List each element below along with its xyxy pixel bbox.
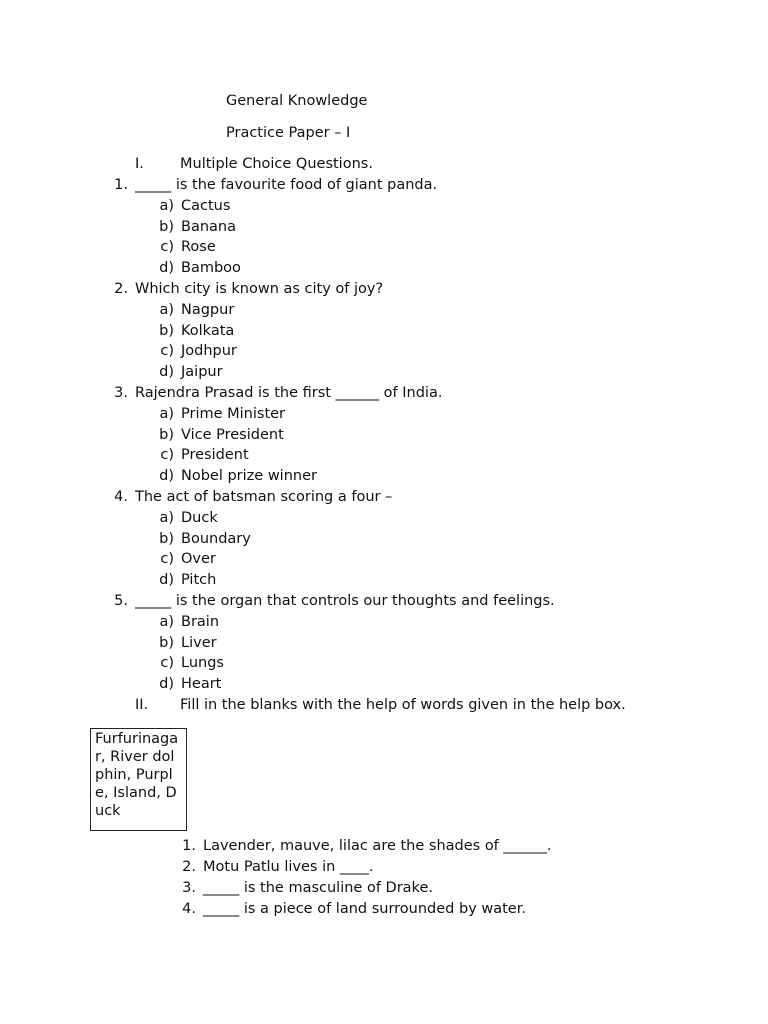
- section-2-numeral: II.: [135, 697, 149, 713]
- option-text: Brain: [181, 614, 220, 630]
- option-text: Jaipur: [181, 364, 223, 380]
- section-1-numeral: I.: [135, 156, 144, 172]
- question-text: Rajendra Prasad is the first ______ of India.: [135, 385, 443, 401]
- option-label: a): [159, 198, 174, 214]
- option-text: Over: [181, 551, 216, 567]
- document-subtitle: Practice Paper – I: [226, 125, 351, 141]
- option-label: a): [159, 302, 174, 318]
- option-text: Heart: [181, 676, 222, 692]
- option-text: Banana: [181, 219, 236, 235]
- option-label: c): [160, 447, 174, 463]
- option-text: Lungs: [181, 655, 224, 671]
- option-text: Pitch: [181, 572, 217, 588]
- option-label: b): [159, 427, 174, 443]
- option-label: d): [159, 676, 174, 692]
- option-label: d): [159, 468, 174, 484]
- fill-question-text: _____ is a piece of land surrounded by water.: [203, 901, 526, 917]
- option-label: d): [159, 572, 174, 588]
- option-label: a): [159, 614, 174, 630]
- option-text: Bamboo: [181, 260, 241, 276]
- option-label: b): [159, 531, 174, 547]
- question-number: 2.: [114, 281, 128, 297]
- document-title: General Knowledge: [226, 93, 368, 109]
- option-label: b): [159, 219, 174, 235]
- option-label: b): [159, 635, 174, 651]
- option-label: c): [160, 551, 174, 567]
- option-text: Duck: [181, 510, 218, 526]
- section-2-heading: Fill in the blanks with the help of words given in the help box.: [180, 697, 626, 713]
- option-text: Jodhpur: [181, 343, 237, 359]
- fill-question-number: 3.: [182, 880, 196, 896]
- question-number: 5.: [114, 593, 128, 609]
- fill-question-number: 4.: [182, 901, 196, 917]
- help-box: Furfurinagar, River dolphin, Purple, Island, Duck: [90, 728, 187, 831]
- fill-question-text: _____ is the masculine of Drake.: [203, 880, 433, 896]
- option-text: Kolkata: [181, 323, 235, 339]
- question-number: 1.: [114, 177, 128, 193]
- option-text: Boundary: [181, 531, 251, 547]
- option-label: d): [159, 364, 174, 380]
- option-label: a): [159, 510, 174, 526]
- fill-question-number: 1.: [182, 838, 196, 854]
- question-text: _____ is the organ that controls our thoughts and feelings.: [135, 593, 555, 609]
- question-number: 4.: [114, 489, 128, 505]
- option-text: Prime Minister: [181, 406, 286, 422]
- option-label: a): [159, 406, 174, 422]
- option-label: b): [159, 323, 174, 339]
- fill-question-text: Lavender, mauve, lilac are the shades of ______.: [203, 838, 552, 854]
- option-text: President: [181, 447, 249, 463]
- option-text: Liver: [181, 635, 217, 651]
- section-1-heading: Multiple Choice Questions.: [180, 156, 373, 172]
- option-label: c): [160, 239, 174, 255]
- option-label: c): [160, 655, 174, 671]
- fill-question-text: Motu Patlu lives in ____.: [203, 859, 374, 875]
- question-text: Which city is known as city of joy?: [135, 281, 384, 297]
- fill-question-number: 2.: [182, 859, 196, 875]
- question-text: _____ is the favourite food of giant panda.: [135, 177, 438, 193]
- option-text: Cactus: [181, 198, 231, 214]
- option-text: Rose: [181, 239, 216, 255]
- option-text: Vice President: [181, 427, 284, 443]
- option-label: c): [160, 343, 174, 359]
- option-label: d): [159, 260, 174, 276]
- question-number: 3.: [114, 385, 128, 401]
- option-text: Nagpur: [181, 302, 235, 318]
- question-text: The act of batsman scoring a four –: [135, 489, 393, 505]
- option-text: Nobel prize winner: [181, 468, 317, 484]
